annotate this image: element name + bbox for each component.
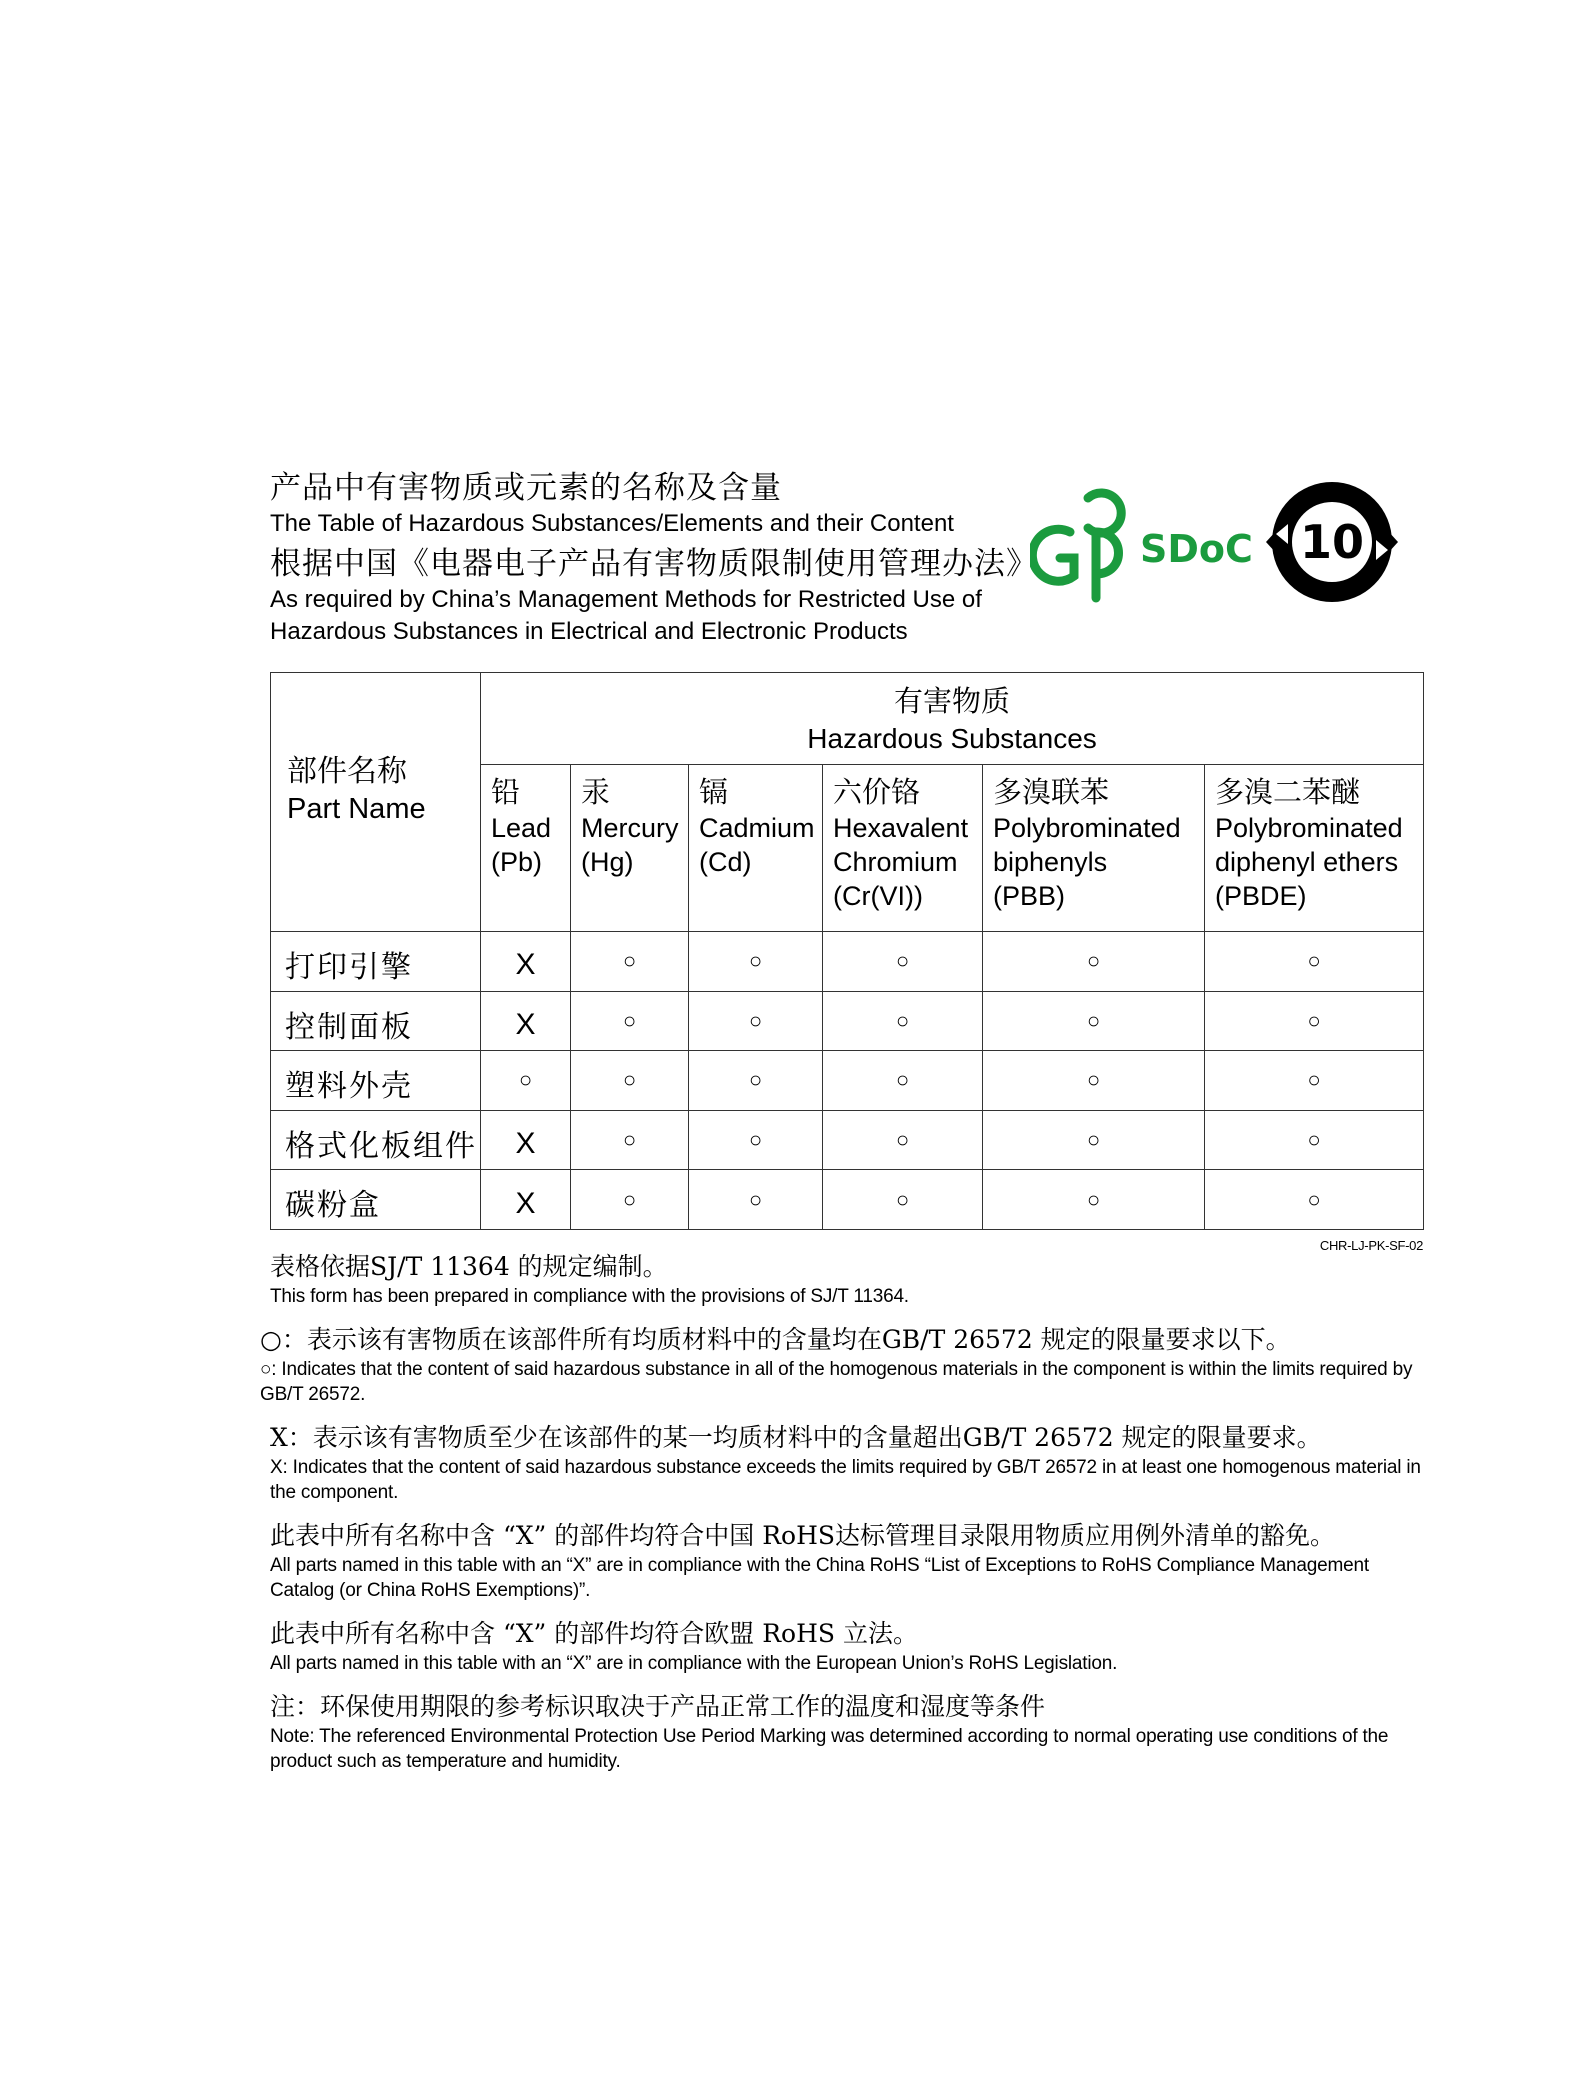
substance-name-zh: 铅: [491, 775, 521, 809]
hazard-header-zh: 有害物质: [894, 683, 1011, 718]
note-zh: X：表示该有害物质至少在该部件的某一均质材料中的含量超出GB/T 26572 规定的限量要求。: [270, 1423, 1322, 1452]
part-name-cell: 塑料外壳: [271, 1051, 481, 1111]
substance-mark-cell: X: [481, 932, 571, 992]
substance-mark-cell: ○: [983, 1170, 1205, 1230]
hazardous-substances-table: [270, 672, 1424, 1230]
substance-mark-cell: ○: [571, 932, 689, 992]
substance-mark-cell: ○: [823, 1051, 983, 1111]
substance-header: [1205, 765, 1424, 932]
note-zh: 表格依据SJ/T 11364 的规定编制。: [270, 1252, 668, 1281]
substance-name-zh: 六价铬: [833, 775, 921, 809]
table-row: [271, 932, 1424, 992]
substance-mark-cell: ○: [571, 1110, 689, 1170]
substance-mark-cell: ○: [689, 991, 823, 1051]
note-block: [270, 1421, 1430, 1505]
title-en: The Table of Hazardous Substances/Elements and their Content: [270, 510, 954, 537]
note-zh: 此表中所有名称中含 “X” 的部件均符合欧盟 RoHS 立法。: [270, 1619, 918, 1648]
substance-name-en: Cadmium: [699, 813, 815, 843]
substance-mark-cell: ○: [689, 1110, 823, 1170]
note-en: Note: The referenced Environmental Protection Use Period Marking was determined according to normal operating use conditions of the product such as temperature and humidity.: [270, 1726, 1389, 1772]
substance-name-zh: 多溴二苯醚: [1215, 775, 1361, 809]
epup-years: 10: [1299, 515, 1365, 569]
note-zh: 注：环保使用期限的参考标识取决于产品正常工作的温度和湿度等条件: [270, 1692, 1046, 1721]
form-code: CHR-LJ-PK-SF-02: [1319, 1238, 1423, 1253]
substance-name-en: Lead: [491, 813, 552, 843]
substance-name-en: (Cd): [699, 847, 752, 877]
substance-mark-cell: ○: [1205, 991, 1424, 1051]
substance-mark-cell: ○: [823, 1110, 983, 1170]
epup-10-icon: [1266, 482, 1398, 602]
substance-name-en: (Hg): [581, 847, 634, 877]
part-name-cell: 格式化板组件: [271, 1110, 481, 1170]
logo-svg: [1030, 470, 1410, 610]
part-name-cell: 控制面板: [271, 991, 481, 1051]
substance-name-en: Polybrominated: [993, 813, 1181, 843]
substance-mark-cell: ○: [689, 932, 823, 992]
substance-mark-cell: ○: [1205, 1110, 1424, 1170]
note-block: [270, 1250, 1430, 1309]
note-zh: ○：表示该有害物质在该部件所有均质材料中的含量均在GB/T 26572 规定的限量要求以下。: [260, 1325, 1291, 1354]
substance-mark-cell: ○: [983, 1110, 1205, 1170]
substance-name-zh: 多溴联苯: [993, 775, 1110, 809]
substance-mark-cell: ○: [983, 991, 1205, 1051]
part-name-header: [271, 673, 481, 932]
part-name-cell: 碳粉盒: [271, 1170, 481, 1230]
substance-mark-cell: ○: [571, 1051, 689, 1111]
part-header-zh: 部件名称: [287, 754, 407, 789]
part-header-en: Part Name: [287, 793, 426, 825]
substance-name-en: Chromium: [833, 847, 958, 877]
cqc-logo-icon: [1032, 493, 1121, 598]
substance-mark-cell: ○: [823, 1170, 983, 1230]
note-block: [270, 1519, 1430, 1603]
notes-section: [260, 1250, 1430, 1788]
substance-mark-cell: ○: [983, 932, 1205, 992]
substance-mark-cell: ○: [823, 991, 983, 1051]
subtitle-zh: 根据中国《电器电子产品有害物质限制使用管理办法》: [270, 546, 1038, 582]
substance-mark-cell: X: [481, 991, 571, 1051]
substance-name-zh: 汞: [581, 775, 611, 809]
substance-mark-cell: ○: [1205, 1170, 1424, 1230]
hazard-header-en: Hazardous Substances: [807, 722, 1097, 754]
note-en: All parts named in this table with an “X” are in compliance with the China RoHS “List of Exceptions to RoHS Compliance Management Catalog (or China RoHS Exemptions)”.: [270, 1555, 1369, 1601]
subtitle-en-line2: Hazardous Substances in Electrical and Electronic Products: [270, 618, 908, 645]
substance-header: [823, 765, 983, 932]
document-header: [270, 468, 1038, 648]
substance-name-en: Hexavalent: [833, 813, 969, 843]
substance-mark-cell: ○: [689, 1170, 823, 1230]
substance-name-en: (Pb): [491, 847, 543, 877]
substance-mark-cell: ○: [571, 1170, 689, 1230]
note-en: ○: Indicates that the content of said hazardous substance in all of the homogenous materials in the component is within the limits required by GB/T 26572.: [260, 1359, 1413, 1405]
substance-header: [571, 765, 689, 932]
note-en: This form has been prepared in compliance with the provisions of SJ/T 11364.: [270, 1286, 909, 1307]
note-en: All parts named in this table with an “X” are in compliance with the European Union’s RoHS Legislation.: [270, 1653, 1118, 1674]
substance-name-en: Polybrominated: [1215, 813, 1403, 843]
substance-name-en: Mercury: [581, 813, 679, 843]
substance-header: [689, 765, 823, 932]
substance-name-en: (Cr(VI)): [833, 881, 923, 911]
part-name-cell: 打印引擎: [271, 932, 481, 992]
substance-mark-cell: ○: [1205, 932, 1424, 992]
note-block: [270, 1690, 1430, 1774]
substance-name-zh: 镉: [699, 775, 729, 809]
substance-mark-cell: ○: [571, 991, 689, 1051]
table-row: [271, 991, 1424, 1051]
subtitle-en-line1: As required by China’s Management Methods for Restricted Use of: [270, 586, 982, 613]
substance-mark-cell: X: [481, 1170, 571, 1230]
hazardous-substances-header: [481, 673, 1424, 765]
substance-mark-cell: ○: [481, 1051, 571, 1111]
note-block: [260, 1323, 1430, 1407]
note-en: X: Indicates that the content of said hazardous substance exceeds the limits required by GB/T 26572 in at least one homogenous material in the component.: [270, 1457, 1421, 1503]
substance-mark-cell: ○: [983, 1051, 1205, 1111]
substance-name-en: biphenyls: [993, 847, 1108, 877]
sdoc-logo-text: SDoC: [1140, 527, 1253, 571]
table-row: [271, 1110, 1424, 1170]
substance-mark-cell: ○: [823, 932, 983, 992]
compliance-logos: [1030, 470, 1410, 610]
substance-name-en: (PBB): [993, 881, 1066, 911]
substance-mark-cell: ○: [1205, 1051, 1424, 1111]
table-row: [271, 1170, 1424, 1230]
title-zh: 产品中有害物质或元素的名称及含量: [270, 470, 782, 506]
table-row: [271, 1051, 1424, 1111]
substance-header: [983, 765, 1205, 932]
note-zh: 此表中所有名称中含 “X” 的部件均符合中国 RoHS达标管理目录限用物质应用例外清单的豁免。: [270, 1521, 1336, 1550]
substance-name-en: diphenyl ethers: [1215, 847, 1399, 877]
substance-name-en: (PBDE): [1215, 881, 1307, 911]
note-block: [270, 1617, 1430, 1676]
substance-header: [481, 765, 571, 932]
substance-mark-cell: X: [481, 1110, 571, 1170]
substance-mark-cell: ○: [689, 1051, 823, 1111]
